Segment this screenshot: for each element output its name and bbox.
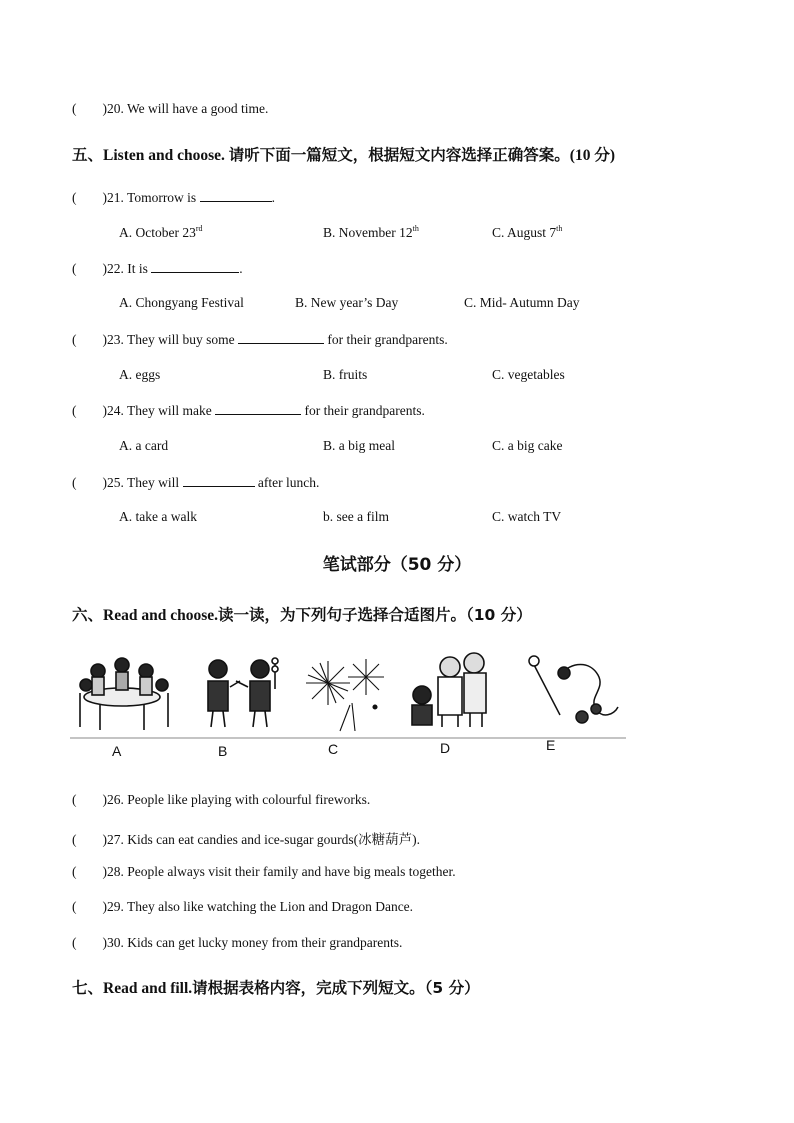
answer-blank[interactable] xyxy=(200,189,272,202)
option-24-b[interactable]: B. a big meal xyxy=(323,438,395,453)
question-text: They will xyxy=(127,475,180,490)
question-30 xyxy=(72,935,402,951)
question-text-end: . xyxy=(271,190,275,205)
question-text: We will have a good time. xyxy=(127,101,269,116)
question-text-end: for their grandparents. xyxy=(304,403,425,418)
question-29 xyxy=(72,899,413,915)
question-number: 28. xyxy=(107,864,124,879)
section-title-en: Listen and choose. xyxy=(103,147,225,164)
answer-paren[interactable]: ( ) xyxy=(72,403,107,418)
written-part-title: 笔试部分（50 分） xyxy=(322,555,472,575)
visit-family-picture xyxy=(412,653,486,727)
family-meal-picture xyxy=(80,658,168,730)
question-27 xyxy=(72,828,420,848)
question-text-end: . xyxy=(239,261,243,276)
question-21 xyxy=(72,189,275,206)
option-25-c[interactable]: C. watch TV xyxy=(492,509,562,524)
question-number: 26. xyxy=(107,792,124,807)
answer-blank[interactable] xyxy=(238,331,324,344)
question-26 xyxy=(72,792,370,808)
answer-paren[interactable]: ( ) xyxy=(72,935,107,950)
option-24-a[interactable]: A. a card xyxy=(119,438,169,453)
question-number: 23. xyxy=(107,332,124,347)
question-24 xyxy=(72,402,425,419)
picture-label-d: D xyxy=(440,740,451,756)
answer-paren[interactable]: ( ) xyxy=(72,261,107,276)
option-25-a[interactable]: A. take a walk xyxy=(119,509,197,524)
option-21-b[interactable]: B. November 12th xyxy=(323,224,419,240)
picture-strip xyxy=(70,645,626,770)
question-text: Kids can get lucky money from their grandparents. xyxy=(127,935,403,950)
question-28 xyxy=(72,864,456,880)
answer-paren[interactable]: ( ) xyxy=(72,332,107,347)
section-score: （10 分） xyxy=(466,606,532,624)
answer-paren[interactable]: ( ) xyxy=(72,899,107,914)
section-title-cn: 请听下面一篇短文，根据短文内容选择正确答案。 xyxy=(228,146,570,164)
question-text: People like playing with colourful fireworks. xyxy=(127,792,371,807)
option-22-c[interactable]: C. Mid- Autumn Day xyxy=(464,295,580,310)
answer-blank[interactable] xyxy=(215,402,301,415)
question-number: 24. xyxy=(107,403,124,418)
section-5-heading xyxy=(72,143,615,165)
question-text: They will make xyxy=(127,403,212,418)
question-23 xyxy=(72,331,448,348)
answer-blank[interactable] xyxy=(151,260,239,273)
question-text: It is xyxy=(127,261,148,276)
question-text: They will buy some xyxy=(127,332,235,347)
answer-paren[interactable]: ( ) xyxy=(72,832,107,847)
section-title-cn: 读一读，为下列句子选择合适图片。 xyxy=(218,606,467,624)
picture-label-c: C xyxy=(328,741,339,757)
question-text: People always visit their family and have big meals together. xyxy=(127,864,456,879)
section-title-en: Read and choose. xyxy=(103,607,218,624)
question-number: 22. xyxy=(107,261,124,276)
option-23-a[interactable]: A. eggs xyxy=(119,367,161,382)
option-21-a[interactable]: A. October 23rd xyxy=(119,224,203,240)
option-22-b[interactable]: B. New year’s Day xyxy=(295,295,399,310)
question-25 xyxy=(72,474,319,491)
festival-pictures xyxy=(70,645,626,770)
section-label: 五、 xyxy=(72,146,104,164)
question-number: 30. xyxy=(107,935,124,950)
question-text: They also like watching the Lion and Dragon Dance. xyxy=(127,899,414,914)
question-text: Kids can eat candies and ice-sugar gourds(冰糖葫芦). xyxy=(127,832,421,847)
picture-label-a: A xyxy=(112,743,122,759)
section-title-cn: 请根据表格内容，完成下列短文。 xyxy=(192,979,425,997)
question-text-end: for their grandparents. xyxy=(327,332,448,347)
question-text: Tomorrow is xyxy=(127,190,197,205)
kids-candy-picture xyxy=(208,658,278,727)
picture-label-b: B xyxy=(218,743,228,759)
fireworks-picture xyxy=(306,659,384,731)
option-22-a[interactable]: A. Chongyang Festival xyxy=(119,295,244,310)
section-score: (10 分) xyxy=(569,147,615,164)
answer-paren[interactable]: ( ) xyxy=(72,101,107,116)
picture-label-e: E xyxy=(546,737,556,753)
section-label: 七、 xyxy=(72,979,104,997)
question-number: 25. xyxy=(107,475,124,490)
question-number: 29. xyxy=(107,899,124,914)
option-25-b[interactable]: b. see a film xyxy=(323,509,389,524)
option-21-c[interactable]: C. August 7th xyxy=(492,224,563,240)
option-23-b[interactable]: B. fruits xyxy=(323,367,368,382)
section-6-heading xyxy=(72,603,532,625)
answer-paren[interactable]: ( ) xyxy=(72,475,107,490)
answer-blank[interactable] xyxy=(183,474,255,487)
answer-paren[interactable]: ( ) xyxy=(72,190,107,205)
question-number: 20. xyxy=(107,101,124,116)
section-label: 六、 xyxy=(72,606,104,624)
question-text-end: after lunch. xyxy=(257,475,320,490)
dragon-dance-picture xyxy=(529,656,618,723)
question-number: 21. xyxy=(107,190,124,205)
section-title-en: Read and fill. xyxy=(103,980,193,997)
section-score: （5 分） xyxy=(424,979,480,997)
option-23-c[interactable]: C. vegetables xyxy=(492,367,565,382)
question-number: 27. xyxy=(107,832,124,847)
section-7-heading xyxy=(72,976,480,998)
option-24-c[interactable]: C. a big cake xyxy=(492,438,563,453)
answer-paren[interactable]: ( ) xyxy=(72,864,107,879)
answer-paren[interactable]: ( ) xyxy=(72,792,107,807)
question-22 xyxy=(72,260,243,277)
question-20 xyxy=(72,101,268,117)
